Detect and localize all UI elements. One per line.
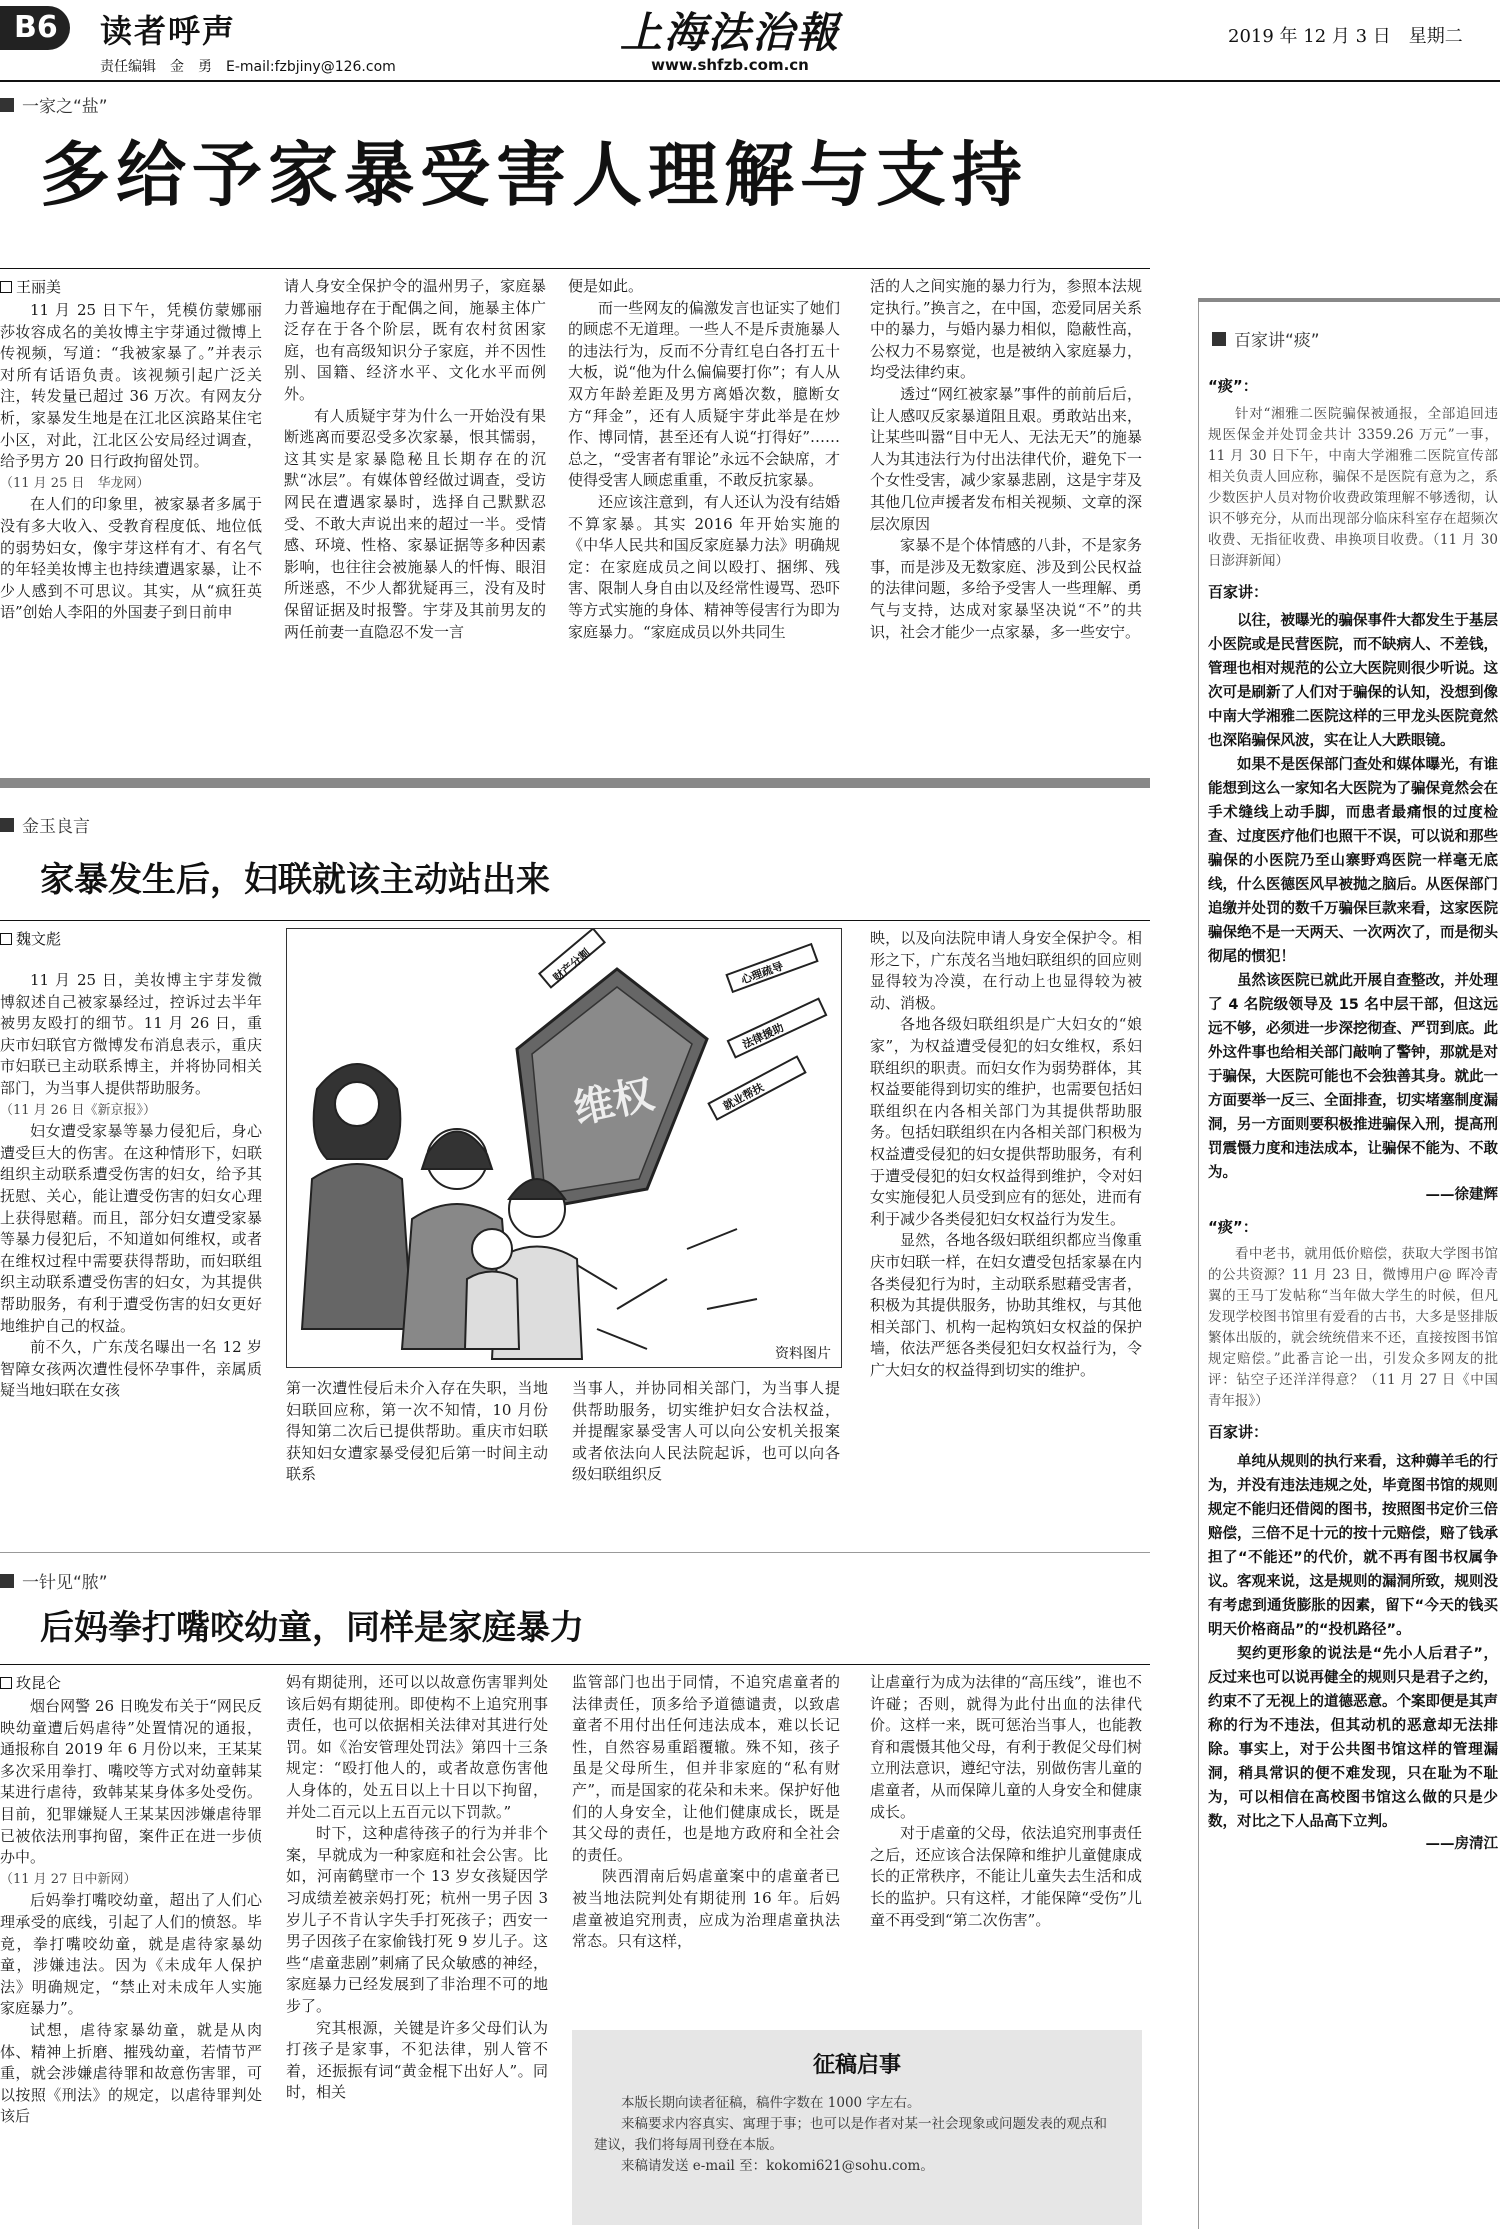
- paragraph: 活的人之间实施的暴力行为，参照本法规定执行。”换言之，在中国，恋爱同居关系中的暴力，与婚内暴力相似，隐蔽性高，公权力不易察觉，也是被纳入家庭暴力，均受法律约束。: [870, 277, 1142, 382]
- call-for-papers-box: [572, 2030, 1142, 2225]
- paragraph: 而一些网友的偏激发言也证实了她们的顾虑不无道理。一些人不是斥责施暴人的违法行为，反而不分青红皂白各打五十大板，说“他为什么偏偏要打你”；有人从双方年龄差距及男方离婚次数，臆断女方“拜金”，还有人质疑宇芽此举是在炒作、博同情，甚至还有人说“打得好”……总之，“受害者有罪论”永远不会缺席，才使得受害人顾虑重重，不敢反抗家暴。: [568, 298, 840, 490]
- article1-author: [0, 276, 61, 297]
- author-box-icon: [0, 281, 12, 293]
- sidebar-block-sig: ——徐建辉: [1425, 1187, 1498, 1203]
- kicker-marker-icon: [0, 1574, 14, 1588]
- paragraph: 在人们的印象里，被家暴者多属于没有多大收入、受教育程度低、地位低的弱势妇女，像宇芽这样有才、有名气的年轻美妆博主也持续遭遇家暴，让不少人感到不可思议。其实，从“疯狂英语”创始人李阳的外国妻子到日前申: [0, 495, 262, 622]
- article1-col2: [284, 276, 546, 770]
- paragraph: 监管部门也出于同情，不追究虐童者的法律责任，顶多给予道德谴责，以致虐童者不用付出任何违法成本，难以长记性，自然容易重蹈覆辙。殊不知，孩子虽是父母所生，但并非家庭的“私有财产”，而是国家的花朵和未来。保护好他们的人身安全，让他们健康成长，既是其父母的责任，也是地方政府和全社会的责任。: [572, 1673, 840, 1864]
- article1-col4: [870, 276, 1142, 770]
- paragraph: 映，以及向法院申请人身安全保护令。相形之下，广东茂名当地妇联组织的回应则显得较为冷漠，在行动上也显得较为被动、消极。: [870, 929, 1142, 1012]
- illustration: [286, 928, 842, 1368]
- article1-headline: 多给予家暴受害人理解与支持: [40, 134, 1028, 216]
- article3-kicker: [0, 1568, 108, 1593]
- article1-col1: [0, 300, 262, 770]
- sidebar-block-comment: 虽然该医院已就此开展自查整改，并处理了 4 名院级领导及 15 名中层干部，但这远远不够，必须进一步深挖彻查、严罚到底。此外这件事也给相关部门敲响了警钟，那就是对于骗保，大医院可能也不会独善其身。就此一方面要举一反三、全面排查，切实堵塞制度漏洞，另一方面则要积极推进骗保入刑，提高刑罚震慑力度和违法成本，让骗保不能为、不敢为。: [1208, 973, 1498, 1181]
- author-name: 魏文彪: [16, 930, 62, 948]
- masthead-logo: 上海法治報: [619, 8, 840, 57]
- article3-top-rule: [0, 1664, 1150, 1665]
- paragraph: 陕西渭南后妈虐童案中的虐童者已被当地法院判处有期徒刑 16 年。后妈虐童被追究刑责，应成为治理虐童执法常态。只有这样，: [572, 1867, 840, 1951]
- kicker-text: 金玉良言: [22, 817, 90, 837]
- paragraph: 便是如此。: [568, 277, 644, 295]
- source-note: （11 月 25 日 华龙网）: [0, 475, 150, 491]
- issue-date: 2019 年 12 月 3 日 星期二: [1228, 26, 1463, 47]
- article2-col3-bottom: [572, 1378, 840, 1540]
- article2-top-rule: [0, 920, 1150, 921]
- article1-top-rule: [0, 268, 1150, 269]
- sidebar-block-comment: 以往，被曝光的骗保事件大都发生于基层小医院或是民营医院，而不缺病人、不差钱，管理也相对规范的公立大医院则很少听说。这次可是刷新了人们对于骗保的认知，没想到像中南大学湘雅二医院这样的三甲龙头医院竟然也深陷骗保风波，实在让人大跌眼镜。: [1208, 613, 1498, 749]
- article1-bottom-bar: [0, 778, 1150, 788]
- paragraph: 妈有期徒刑，还可以以故意伤害罪判处该后妈有期徒刑。即使构不上追究刑事责任，也可以依据相关法律对其进行处罚。如《治安管理处罚法》第四十三条规定：“殴打他人的，或者故意伤害他人身体的，处五日以上十日以下拘留，并处二百元以上五百元以下罚款。”: [286, 1673, 548, 1821]
- kicker-marker-icon: [1212, 332, 1226, 346]
- paragraph: 究其根源，关键是许多父母们认为打孩子是家事，不犯法律，别人管不着，还振振有词“黄金棍下出好人”。同时，相关: [286, 2018, 548, 2102]
- notice-line: 本版长期向读者征稿，稿件字数在 1000 字左右。: [621, 2095, 921, 2111]
- article3-col1: [0, 1696, 262, 2229]
- article2-col2-bottom: [286, 1378, 548, 1540]
- arrow-label: 财产分割: [550, 946, 593, 985]
- article3-col2: [286, 1672, 548, 2229]
- article1-col3: [568, 276, 840, 770]
- article3-col4: [870, 1672, 1142, 2012]
- sidebar-block-label: 百家讲：: [1208, 582, 1269, 601]
- sidebar-top-bar: [1198, 298, 1500, 302]
- sidebar-block-comment: 单纯从规则的执行来看，这种薅羊毛的行为，并没有违法违规之处，毕竟图书馆的规则规定不能归还借阅的图书，按照图书定价三倍赔偿，三倍不足十元的按十元赔偿，赔了钱承担了“不能还”的代价，就不再有图书权属争议。客观来说，这是规则的漏洞所致，规则没有考虑到通货膨胀的因素，留下“今天的钱买明天价格商品”的“投机路径”。: [1208, 1453, 1498, 1638]
- article3-author: [0, 1672, 61, 1693]
- article3-separator: [0, 1552, 1150, 1553]
- arrow-label: 心理疏导: [739, 959, 786, 987]
- paragraph: 时下，这种虐待孩子的行为并非个案，早就成为一种家庭和社会公害。比如，河南鹤壁市一个 13 岁女孩疑因学习成绩差被亲妈打死；杭州一男子因 3 岁儿子不肯认字失手打死孩子；西安一男子因孩子在家偷钱打死 9 岁儿子。这些“虐童悲剧”刺痛了民众敏感的神经，家庭暴力已经发展到了非治理不可的地步了。: [286, 1824, 548, 2015]
- editor-line: 责任编辑 金 勇 E-mail:fzbjiny@126.com: [100, 59, 396, 75]
- source-note: （11 月 26 日《新京报》）: [0, 1102, 156, 1118]
- paragraph: 后妈拳打嘴咬幼童，超出了人们心理承受的底线，引起了人们的愤怒。毕竟，拳打嘴咬幼童，就是虐待家暴幼童，涉嫌违法。因为《未成年人保护法》明确规定，“禁止对未成年人实施家庭暴力”。: [0, 1891, 262, 2018]
- paragraph: 烟台网警 26 日晚发布关于“网民反映幼童遭后妈虐待”处置情况的通报，通报称自 2019 年 6 月份以来，王某某多次采用拳打、嘴咬等方式对幼童韩某某进行虐待，致韩某某身体多处受伤。目前，犯罪嫌疑人王某某因涉嫌虐待罪已被依法刑事拘留，案件正在进一步侦办中。: [0, 1697, 262, 1867]
- sidebar-block-quote: 看中老书，就用低价赔偿，获取大学图书馆的公共资源？11 月 23 日，微博用户@ 晖冷青翼的王马丁发帖称“当年做大学生的时候，但凡发现学校图书馆里有爱看的古书，大多是竖排版繁体出版的，就会统统借来不还，直接按图书馆规定赔偿。”此番言论一出，引发众多网友的批评：钻空子还洋洋得意？（11 月 27 日《中国青年报》）: [1208, 1246, 1498, 1409]
- article3-headline: 后妈拳打嘴咬幼童，同样是家庭暴力: [40, 1608, 584, 1648]
- header-rule: [0, 80, 1500, 82]
- paragraph: 前不久，广东茂名曝出一名 12 岁智障女孩两次遭性侵怀孕事件，亲属质疑当地妇联在女孩: [0, 1338, 262, 1400]
- paragraph: 第一次遭性侵后未介入存在失职，当地妇联回应称，第一次不知情，10 月份得知第二次后已提供帮助。重庆市妇联获知妇女遭家暴受侵犯后第一时间主动联系: [286, 1379, 548, 1484]
- article2-col1: [0, 970, 262, 1540]
- notice-email[interactable]: 来稿请发送 e-mail 至：kokomi621@sohu.com。: [621, 2158, 934, 2174]
- source-note: （11 月 27 日中新网）: [0, 1871, 137, 1887]
- sidebar-block-comment: 如果不是医保部门查处和媒体曝光，有谁能想到这么一家知名大医院为了骗保竟然会在手术缝线上动手脚，而患者最痛恨的过度检查、过度医疗他们也照干不误，可以说和那些骗保的小医院乃至山寨野鸡医院一样毫无底线，什么医德医风早被抛之脑后。从医保部门追缴并处罚的数千万骗保巨款来看，这家医院骗保绝不是一天两天、一次两次了，而是彻头彻尾的惯犯！: [1208, 757, 1498, 965]
- paragraph: 还应该注意到，有人还认为没有结婚不算家暴。其实 2016 年开始实施的《中华人民共和国反家庭暴力法》明确规定：在家庭成员之间以殴打、捆绑、残害、限制人身自由以及经常性谩骂、恐吓等方式实施的身体、精神等侵害行为即为家庭暴力。“家庭成员以外共同生: [568, 492, 840, 641]
- illustration-drawing: [287, 929, 842, 1368]
- sidebar-block-comment: 契约更形象的说法是“先小人后君子”，反过来也可以说再健全的规则只是君子之约，约束不了无视上的道德恶意。个案即便是其声称的行为不违法，但其动机的恶意却无法排除。事实上，对于公共图书馆这样的管理漏洞，稍具常识的便不难发现，只在耻为不耻为，可以相信在高校图书馆这么做的只是少数，对比之下人品高下立判。: [1208, 1645, 1498, 1830]
- kicker-marker-icon: [0, 818, 14, 832]
- paragraph: 当事人，并协同相关部门，为当事人提供帮助服务，切实维护妇女合法权益，并提醒家暴受害人可以向公安机关报案或者依法向人民法院起诉，也可以向各级妇联组织反: [572, 1379, 840, 1484]
- kicker-marker-icon: [0, 98, 14, 112]
- kicker-text: 一家之“盐”: [22, 97, 108, 117]
- paragraph: 有人质疑宇芽为什么一开始没有果断逃离而要忍受多次家暴，恨其懦弱，这其实是家暴隐秘且长期存在的沉默“冰层”。有媒体曾经做过调查，受访网民在遭遇家暴时，选择自己默默忍受、不敢大声说出来的超过一半。受情感、环境、性格、家暴证据等多种因素影响，也往往会被施暴人的忏悔、眼泪所迷惑，不少人都犹疑再三，没有及时保留证据及时报警。宇芽及其前男友的两任前妻一直隐忍不发一言: [284, 406, 546, 641]
- author-box-icon: [0, 933, 12, 945]
- article1-kicker: [0, 92, 108, 117]
- author-name: 王丽美: [16, 278, 62, 296]
- page-badge: B6: [0, 6, 70, 50]
- article2-col4: [870, 928, 1142, 1540]
- kicker-text: 一针见“脓”: [22, 1573, 108, 1593]
- author-box-icon: [0, 1677, 12, 1689]
- article2-author: [0, 928, 61, 949]
- article3-col3: [572, 1672, 840, 2012]
- shield-label: 维权: [569, 1071, 658, 1133]
- author-name: 玫昆仑: [16, 1674, 62, 1692]
- paragraph: 11 月 25 日下午，凭模仿蒙娜丽莎妆容成名的美妆博主宇芽通过微博上传视频，写道：“我被家暴了。”并表示对所有话语负责。该视频引起广泛关注，转发量已超过 36 万次。有网友分析，家暴发生地是在江北区滨路某住宅小区，对此，江北区公安局经过调查，给予男方 20 日行政拘留处罚。: [0, 301, 262, 471]
- sidebar-kicker: [1212, 326, 1320, 351]
- sidebar-block-sig: ——房清江: [1425, 1835, 1498, 1852]
- notice-line: 来稿要求内容真实、寓理于事；也可以是作者对某一社会现象或问题发表的观点和建议，我们将每周刊登在本版。: [594, 2116, 1107, 2153]
- paragraph: 妇女遭受家暴等暴力侵犯后，身心遭受巨大的伤害。在这种情形下，妇联组织主动联系遭受伤害的妇女，给予其抚慰、关心，能让遭受伤害的妇女心理上获得慰藉。而且，部分妇女遭受家暴等暴力侵犯后，不知道如何维权，或者在维权过程中需要获得帮助，而妇联组织主动联系遭受伤害的妇女，为其提供帮助服务，有利于遭受伤害的妇女更好地维护自己的权益。: [0, 1122, 262, 1335]
- paragraph: 家暴不是个体情感的八卦，不是家务事，而是涉及无数家庭、涉及到公民权益的法律问题，多给予受害人一些理解、勇气与支持，达成对家暴坚决说“不”的共识，社会才能少一点家暴，多一些安宁。: [870, 536, 1142, 641]
- arrow-label: 就业帮扶: [721, 1080, 767, 1113]
- sidebar-block-quote: 针对“湘雅二医院骗保被通报，全部追回违规医保金并处罚金共计 3359.26 万元”一事，11 月 30 日下午，中南大学湘雅二医院宣传部相关负责人回应称，骗保不是医院有意为之，系少数医护人员对物价收费政策理解不够透彻，认识不够充分，从而出现部分临床科室存在超频次收费、无指征收费、串换项目收费。（11 月 30 日澎湃新闻）: [1208, 405, 1498, 569]
- paragraph: 对于虐童的父母，依法追究刑事责任之后，还应该合法保障和维护儿童健康成长的正常秩序，不能让儿童失去生活和成长的监护。只有这样，才能保障“受伤”儿童不再受到“第二次伤害”。: [870, 1824, 1142, 1929]
- paragraph: 显然，各地各级妇联组织都应当像重庆市妇联一样，在妇女遭受包括家暴在内各类侵犯行为时，主动联系慰藉受害者，积极为其提供服务，协助其维权，与其他相关部门、机构一起构筑妇女权益的保护墙，依法严惩各类侵犯妇女权益行为，令广大妇女的权益得到切实的维护。: [870, 1231, 1142, 1379]
- article2-headline: 家暴发生后，妇联就该主动站出来: [40, 860, 550, 900]
- sidebar-block-label: 百家讲：: [1208, 1423, 1269, 1441]
- sidebar-block-label: “痰”：: [1208, 377, 1258, 395]
- sidebar-block-label: “痰”：: [1208, 1217, 1258, 1236]
- paragraph: 试想，虐待家暴幼童，就是从肉体、精神上折磨、摧残幼童，若情节严重，就会涉嫌虐待罪和故意伤害罪，可以按照《刑法》的规定，以虐待罪判处该后: [0, 2020, 262, 2126]
- notice-title: 征稿启事: [812, 2053, 901, 2078]
- article2-kicker: [0, 812, 90, 837]
- paragraph: 请人身安全保护令的温州男子，家庭暴力普遍地存在于配偶之间，施暴主体广泛存在于各个阶层，既有农村贫困家庭，也有高级知识分子家庭，并不因性别、国籍、经济水平、文化水平而例外。: [284, 277, 546, 403]
- image-caption: 资料图片: [773, 1343, 833, 1363]
- kicker-text: 百家讲“痰”: [1234, 331, 1320, 351]
- arrow-label: 法律援助: [740, 1020, 786, 1052]
- paragraph: 各地各级妇联组织是广大妇女的“娘家”，为权益遭受侵犯的妇女维权，系妇联组织的职责。而妇女作为弱势群体，其权益要能得到切实的维护，也需要包括妇联组织在内各相关部门为其提供帮助服务。包括妇联组织在内各相关部门积极为权益遭受侵犯的妇女提供帮助服务，有利于遭受侵犯的妇女权益得到维护，令对妇女实施侵犯人员受到应有的惩处，进而有利于减少各类侵犯妇女权益行为发生。: [870, 1015, 1142, 1228]
- paragraph: 透过“网红被家暴”事件的前前后后，让人感叹反家暴道阻且艰。勇敢站出来，让某些叫嚣“目中无人、无法无天”的施暴人为其违法行为付出法律代价，避免下一个女性受害，减少家暴悲剧，这是宇芽及其他几位声援者发布相关视频、文章的深层次原因: [870, 384, 1142, 533]
- paragraph: 让虐童行为成为法律的“高压线”，谁也不许碰；否则，就得为此付出血的法律代价。这样一来，既可惩治当事人，也能教育和震慑其他父母，有利于教促父母们树立刑法意识，遵纪守法，别做伤害儿童的虐童者，从而保障儿童的人身安全和健康成长。: [870, 1673, 1142, 1821]
- sidebar-divider: [1198, 300, 1199, 2229]
- section-title: 读者呼声: [100, 12, 237, 50]
- paragraph: 11 月 25 日，美妆博主宇芽发微博叙述自己被家暴经过，控诉过去半年被男友殴打的细节。11 月 26 日，重庆市妇联官方微博发布消息表示，重庆市妇联已主动联系博主，并将协同相关部门，为当事人提供帮助服务。: [0, 971, 262, 1097]
- website[interactable]: www.shfzb.com.cn: [651, 56, 809, 74]
- sidebar-content: [1208, 366, 1498, 2226]
